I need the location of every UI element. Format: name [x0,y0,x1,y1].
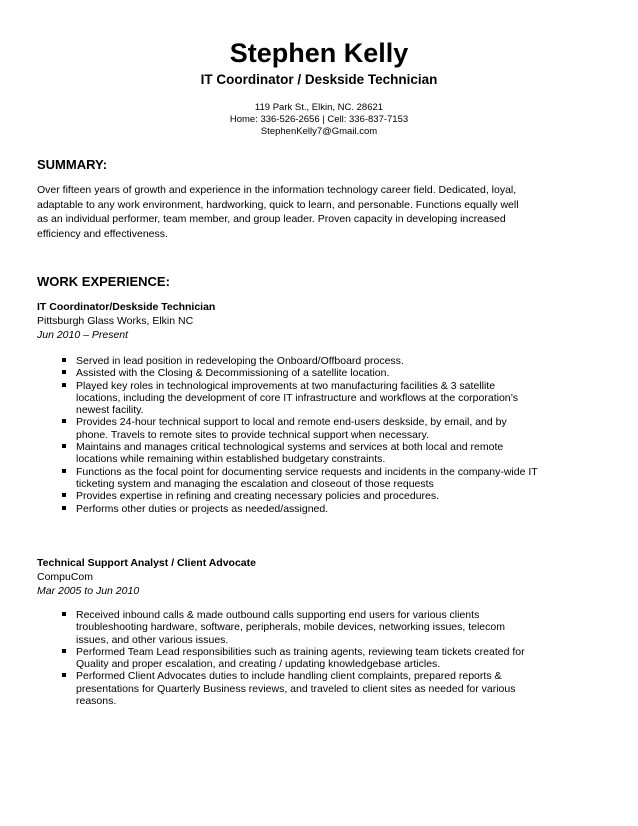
bullet-line: Played key roles in technological improvements at two manufacturing facilities & 3 satellite [76,379,496,392]
bullet-item [60,609,610,646]
bullet-item [60,503,610,515]
summary-line: efficiency and effectiveness. [37,227,168,240]
bullet-item [60,670,610,707]
bullet-square-icon [62,493,66,497]
bullet-line: Provides 24-hour technical support to local and remote end-users deskside, by email, and by [76,416,507,429]
bullet-square-icon [62,358,66,362]
bullet-line: locations while remaining within established budgetary constraints. [76,453,386,466]
bullet-square-icon [62,612,66,616]
job-bullet-list [60,609,610,707]
job-dates: Jun 2010 – Present [37,329,129,341]
bullet-item [60,367,610,379]
bullet-line: Received inbound calls & made outbound calls supporting end users for various clients [76,609,480,621]
job-company: CompuCom [37,571,94,583]
job-dates: Mar 2005 to Jun 2010 [37,585,140,597]
bullet-item [60,646,610,671]
bullet-line: Provides expertise in refining and creating necessary policies and procedures. [76,490,440,503]
bullet-item [60,441,610,466]
bullet-line: troubleshooting hardware, software, peripherals, mobile devices, networking issues, telecom [76,621,505,634]
job-bullet-list [60,355,610,515]
job-title: Technical Support Analyst / Client Advocate [37,557,256,569]
candidate-name: Stephen Kelly [229,38,409,68]
bullet-item [60,380,610,417]
bullet-square-icon [62,419,66,423]
bullet-line: Performed Team Lead responsibilities such as training agents, reviewing team tickets created for [76,645,525,658]
candidate-title: IT Coordinator / Deskside Technician [200,72,438,87]
bullet-line: Quality and proper escalation, and creating / updating knowledgebase articles. [76,658,441,671]
bullet-line: Maintains and manages critical technological systems and services at both local and remote [76,441,504,454]
bullet-square-icon [62,649,66,653]
bullet-line: ticketing system and managing the escalation and closeout of those requests [76,477,434,490]
phone-numbers: Home: 336-526-2656 | Cell: 336-837-7153 [229,114,409,125]
bullet-item [60,416,610,441]
bullet-line: phone. Travels to remote sites to provide technical support when necessary. [76,428,429,441]
summary-line: as an individual performer, team member, and group leader. Proven capacity in developing increased [37,213,506,225]
bullet-square-icon [62,383,66,387]
bullet-item [60,490,610,502]
bullet-line: locations, including the development of core IT infrastructure and workflows at the corporation’s [76,391,519,404]
bullet-line: Assisted with the Closing & Decommissioning of a satellite location. [76,367,390,380]
email: StephenKelly7@Gmail.com [260,126,378,137]
bullet-line: Functions as the focal point for documenting service requests and incidents in the company-wide IT [76,465,538,478]
job-company: Pittsburgh Glass Works, Elkin NC [37,315,194,327]
summary-heading: SUMMARY: [37,157,108,172]
bullet-line: Served in lead position in redeveloping the Onboard/Offboard process. [76,355,404,367]
summary-text [37,183,603,241]
bullet-square-icon [62,506,66,510]
bullet-square-icon [62,370,66,374]
bullet-line: Performs other duties or projects as needed/assigned. [76,502,329,515]
bullet-square-icon [62,444,66,448]
bullet-item [60,355,610,367]
bullet-line: newest facility. [76,404,144,417]
bullet-square-icon [62,673,66,677]
bullet-line: issues, and other various issues. [76,633,229,646]
bullet-line: Performed Client Advocates duties to include handling client complaints, prepared reports & [76,670,502,683]
summary-line: Over fifteen years of growth and experience in the information technology career field. Dedicated, loyal, [37,184,517,196]
bullet-line: reasons. [76,695,117,708]
address: 119 Park St., Elkin, NC. 28621 [254,102,384,113]
job-title: IT Coordinator/Deskside Technician [37,301,216,313]
bullet-square-icon [62,469,66,473]
summary-line: adaptable to any work environment, hardworking, quick to learn, and personable. Functions equally well [37,198,519,211]
bullet-item [60,466,610,491]
work-experience-heading: WORK EXPERIENCE: [37,274,170,289]
bullet-line: presentations for Quarterly Business reviews, and traveled to client sites as needed for various [76,682,516,695]
